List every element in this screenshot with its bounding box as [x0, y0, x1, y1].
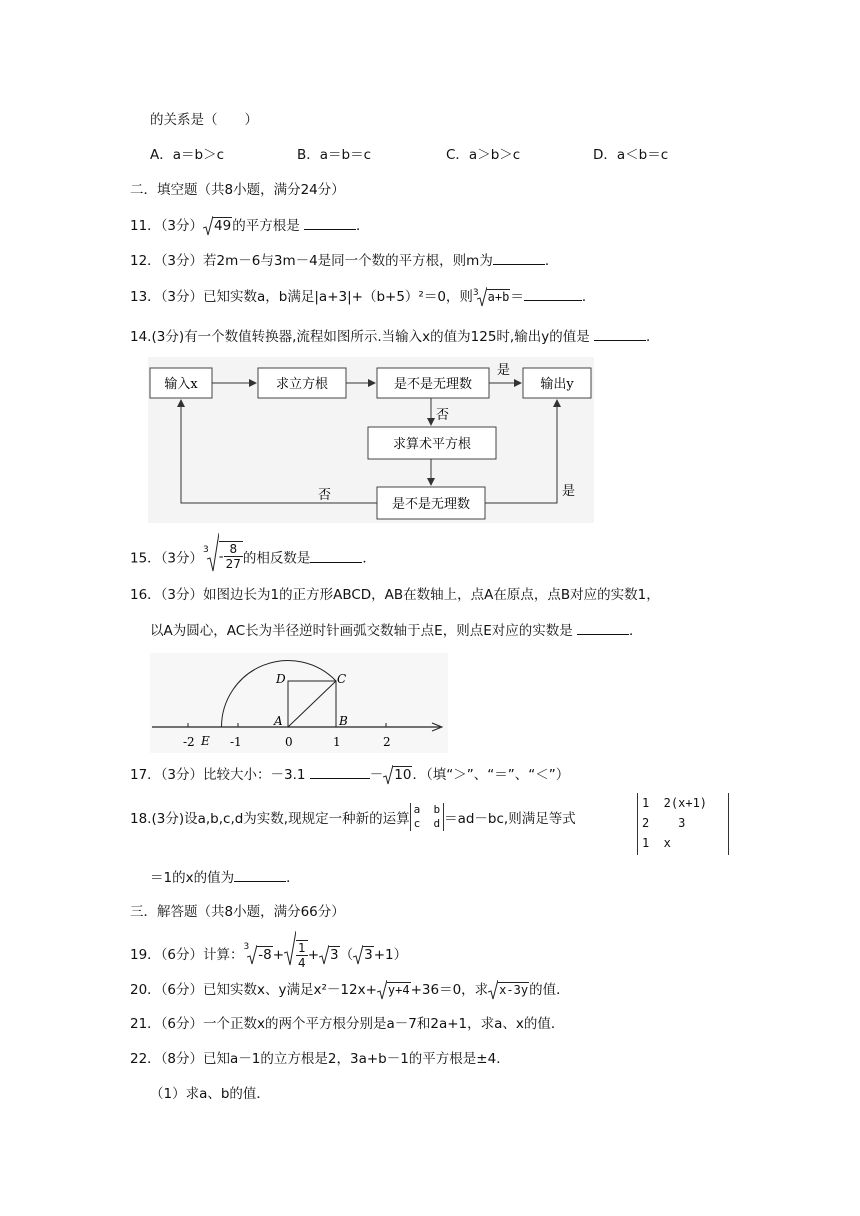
question-16-line-1: 16．（3分）如图边长为1的正方形ABCD，AB在数轴上，点A在原点，点B对应的实数1， [130, 587, 660, 603]
answer-blank [310, 764, 370, 779]
point-d-label: D [276, 672, 286, 686]
question-22-part-1: （1）求a、b的值． [150, 1086, 270, 1102]
tick-label: -2 [183, 735, 195, 749]
denominator: 4 [298, 956, 306, 970]
q18-mid: ＝ad－bc,则满足等式 [444, 811, 576, 827]
answer-blank [594, 326, 646, 341]
q11-score: （3分） [160, 218, 204, 234]
sqrt-symbol [488, 980, 529, 1000]
q16-text: 以A为圆心，AC长为半径逆时针画弧交数轴于点E，则点E对应的实数是 [150, 623, 573, 639]
question-18 [130, 805, 576, 833]
cube-root-index: 3 [472, 288, 479, 298]
question-11: 11．（3分） 49的平方根是 ． [130, 215, 370, 236]
q21-text: （6分）一个正数x的两个平方根分别是a－7和2a+1，求a、x的值． [160, 1016, 565, 1032]
q20-number: 20． [130, 982, 161, 998]
cube-root-symbol [247, 945, 272, 965]
q12-number: 12． [130, 253, 161, 269]
sqrt-symbol [353, 945, 374, 965]
radicand: x-3y [499, 983, 529, 997]
det-row: c d [413, 817, 441, 830]
sqrt-symbol [203, 216, 232, 236]
answer-blank [577, 620, 629, 635]
q20-pre: （6分）已知实数x、y满足x²－12x+ [160, 982, 377, 998]
input-label: 输入x [164, 377, 198, 392]
question-15: 15．（3分）$^3$ - $\frac{8}{27}$ 的相反数是 ． [130, 543, 376, 573]
q14-text: 14.(3分)有一个数值转换器,流程如图所示.当输入x的值为125时,输出y的值是 [130, 329, 590, 345]
tick-label: -1 [230, 735, 242, 749]
question-14: 14.(3分)有一个数值转换器,流程如图所示.当输入x的值为125时,输出y的值是 ． [130, 326, 660, 347]
det-row: a b [413, 803, 441, 816]
tick-label: 0 [285, 735, 293, 749]
fraction [224, 542, 243, 571]
minus-sign: － [369, 767, 384, 783]
point-a-label: A [274, 714, 283, 728]
sqrt-symbol [383, 765, 412, 785]
q11-text: 的平方根是 [232, 218, 300, 234]
question-10-stem-tail: 的关系是（ ） [150, 112, 258, 128]
question-21 [130, 1014, 564, 1034]
answer-blank [304, 215, 356, 230]
check1-label: 是不是无理数 [393, 377, 473, 392]
q13-pre: （3分）已知实数a，b满足|a+3|+（b+5）²＝0，则 [160, 289, 473, 305]
q13-radicand: a+b [487, 290, 510, 304]
q12-text: （3分）若2m－6与3m－4是同一个数的平方根，则m为 [160, 253, 493, 269]
option-a: A．a＝b＞c [150, 147, 224, 163]
option-b: B．a＝b＝c [297, 147, 372, 163]
q11-number: 11． [130, 218, 161, 234]
det-row: 1 x [642, 836, 671, 850]
point-e-label: E [201, 734, 210, 748]
question-13: 13．（3分）已知实数a，b满足|a+3|+（b+5）²＝0，则$^3$ a+b＝ ． [130, 288, 596, 305]
answer-blank [310, 548, 362, 563]
option-c: C．a＞b＞c [446, 147, 521, 163]
sqrt-symbol [319, 945, 340, 965]
q17-pre: （3分）比较大小：－3.1 [160, 767, 306, 783]
radicand: 3 [330, 947, 339, 963]
q17-number: 17． [130, 767, 161, 783]
tick-label: 2 [383, 735, 391, 749]
cube-root-index: 3 [203, 545, 209, 555]
q11-radicand: 49 [214, 218, 232, 234]
q13-number: 13． [130, 289, 161, 305]
point-b-label: B [339, 714, 348, 728]
q18-text: ＝1的x的值为 [150, 870, 235, 886]
q15-number: 15． [130, 550, 161, 567]
q20-post: 的值． [529, 982, 570, 998]
yes-label: 是 [562, 484, 576, 499]
numerator: 8 [224, 542, 243, 557]
determinant-equation [637, 793, 729, 855]
cube-root-symbol [207, 543, 243, 573]
question-18-line-2: ＝1的x的值为 ． [150, 867, 300, 888]
no-label: 否 [436, 408, 450, 423]
q15-score: （3分） [160, 550, 204, 567]
yes-label: 是 [497, 363, 511, 378]
q17-radicand: 10 [394, 767, 412, 783]
fraction [296, 940, 308, 970]
sqrt-symbol [377, 980, 411, 1000]
tick-label: 1 [333, 735, 341, 749]
denominator: 27 [225, 557, 241, 571]
number-line-figure [150, 653, 448, 753]
q17-post: ．（填“＞”、“＝”、“＜”） [412, 767, 570, 783]
cube-root-label: 求立方根 [275, 377, 329, 392]
sqrt-symbol [284, 940, 308, 970]
q15-text: 的相反数是 [242, 550, 311, 567]
det-row: 2 3 [642, 816, 686, 830]
radicand: y+4 [387, 983, 410, 997]
cube-root-index: 3 [243, 942, 250, 952]
answer-blank [493, 250, 545, 265]
section-2-title: 二．填空题（共8小题，满分24分） [130, 182, 345, 198]
det-row: 1 2(x+1) [642, 796, 708, 810]
question-12: 12．（3分）若2m－6与3m－4是同一个数的平方根，则m为 ． [130, 250, 558, 271]
answer-blank [524, 286, 582, 301]
output-label: 输出y [540, 377, 574, 392]
numerator: 1 [298, 941, 306, 955]
answer-blank [234, 867, 286, 882]
question-22 [130, 1049, 510, 1069]
determinant-definition [410, 803, 445, 831]
q19-number: 19． [130, 947, 161, 963]
no-label: 否 [318, 488, 332, 503]
question-19: 19．（6分）计算：$^3$ -8+ $\frac{1}{4}$ + 3（ 3+1） [130, 940, 407, 970]
radicand: 3 [364, 947, 373, 963]
flowchart-diagram [148, 357, 594, 523]
minus-sign: - [218, 548, 224, 565]
cube-root-symbol [477, 287, 511, 307]
section-3-title: 三．解答题（共8小题，满分66分） [130, 904, 345, 920]
option-d: D．a＜b＝c [593, 147, 669, 163]
check2-label: 是不是无理数 [391, 497, 471, 512]
radicand: -8 [258, 947, 272, 963]
q20-mid: +36＝0，求 [410, 982, 489, 998]
sqrt-label: 求算术平方根 [392, 437, 472, 452]
question-17 [130, 764, 569, 785]
q22-text: （8分）已知a－1的立方根是2，3a+b－1的平方根是±4． [160, 1051, 510, 1067]
point-c-label: C [337, 672, 347, 686]
question-16-line-2: 以A为圆心，AC长为半径逆时针画弧交数轴于点E，则点E对应的实数是 ． [150, 620, 643, 641]
q18-pre: 18.(3分)设a,b,c,d为实数,现规定一种新的运算 [130, 811, 410, 827]
question-20 [130, 980, 570, 1000]
q22-number: 22． [130, 1051, 161, 1067]
q21-number: 21． [130, 1016, 161, 1032]
q19-text: （6分）计算： [160, 947, 244, 963]
q13-post: ＝ [510, 289, 524, 305]
